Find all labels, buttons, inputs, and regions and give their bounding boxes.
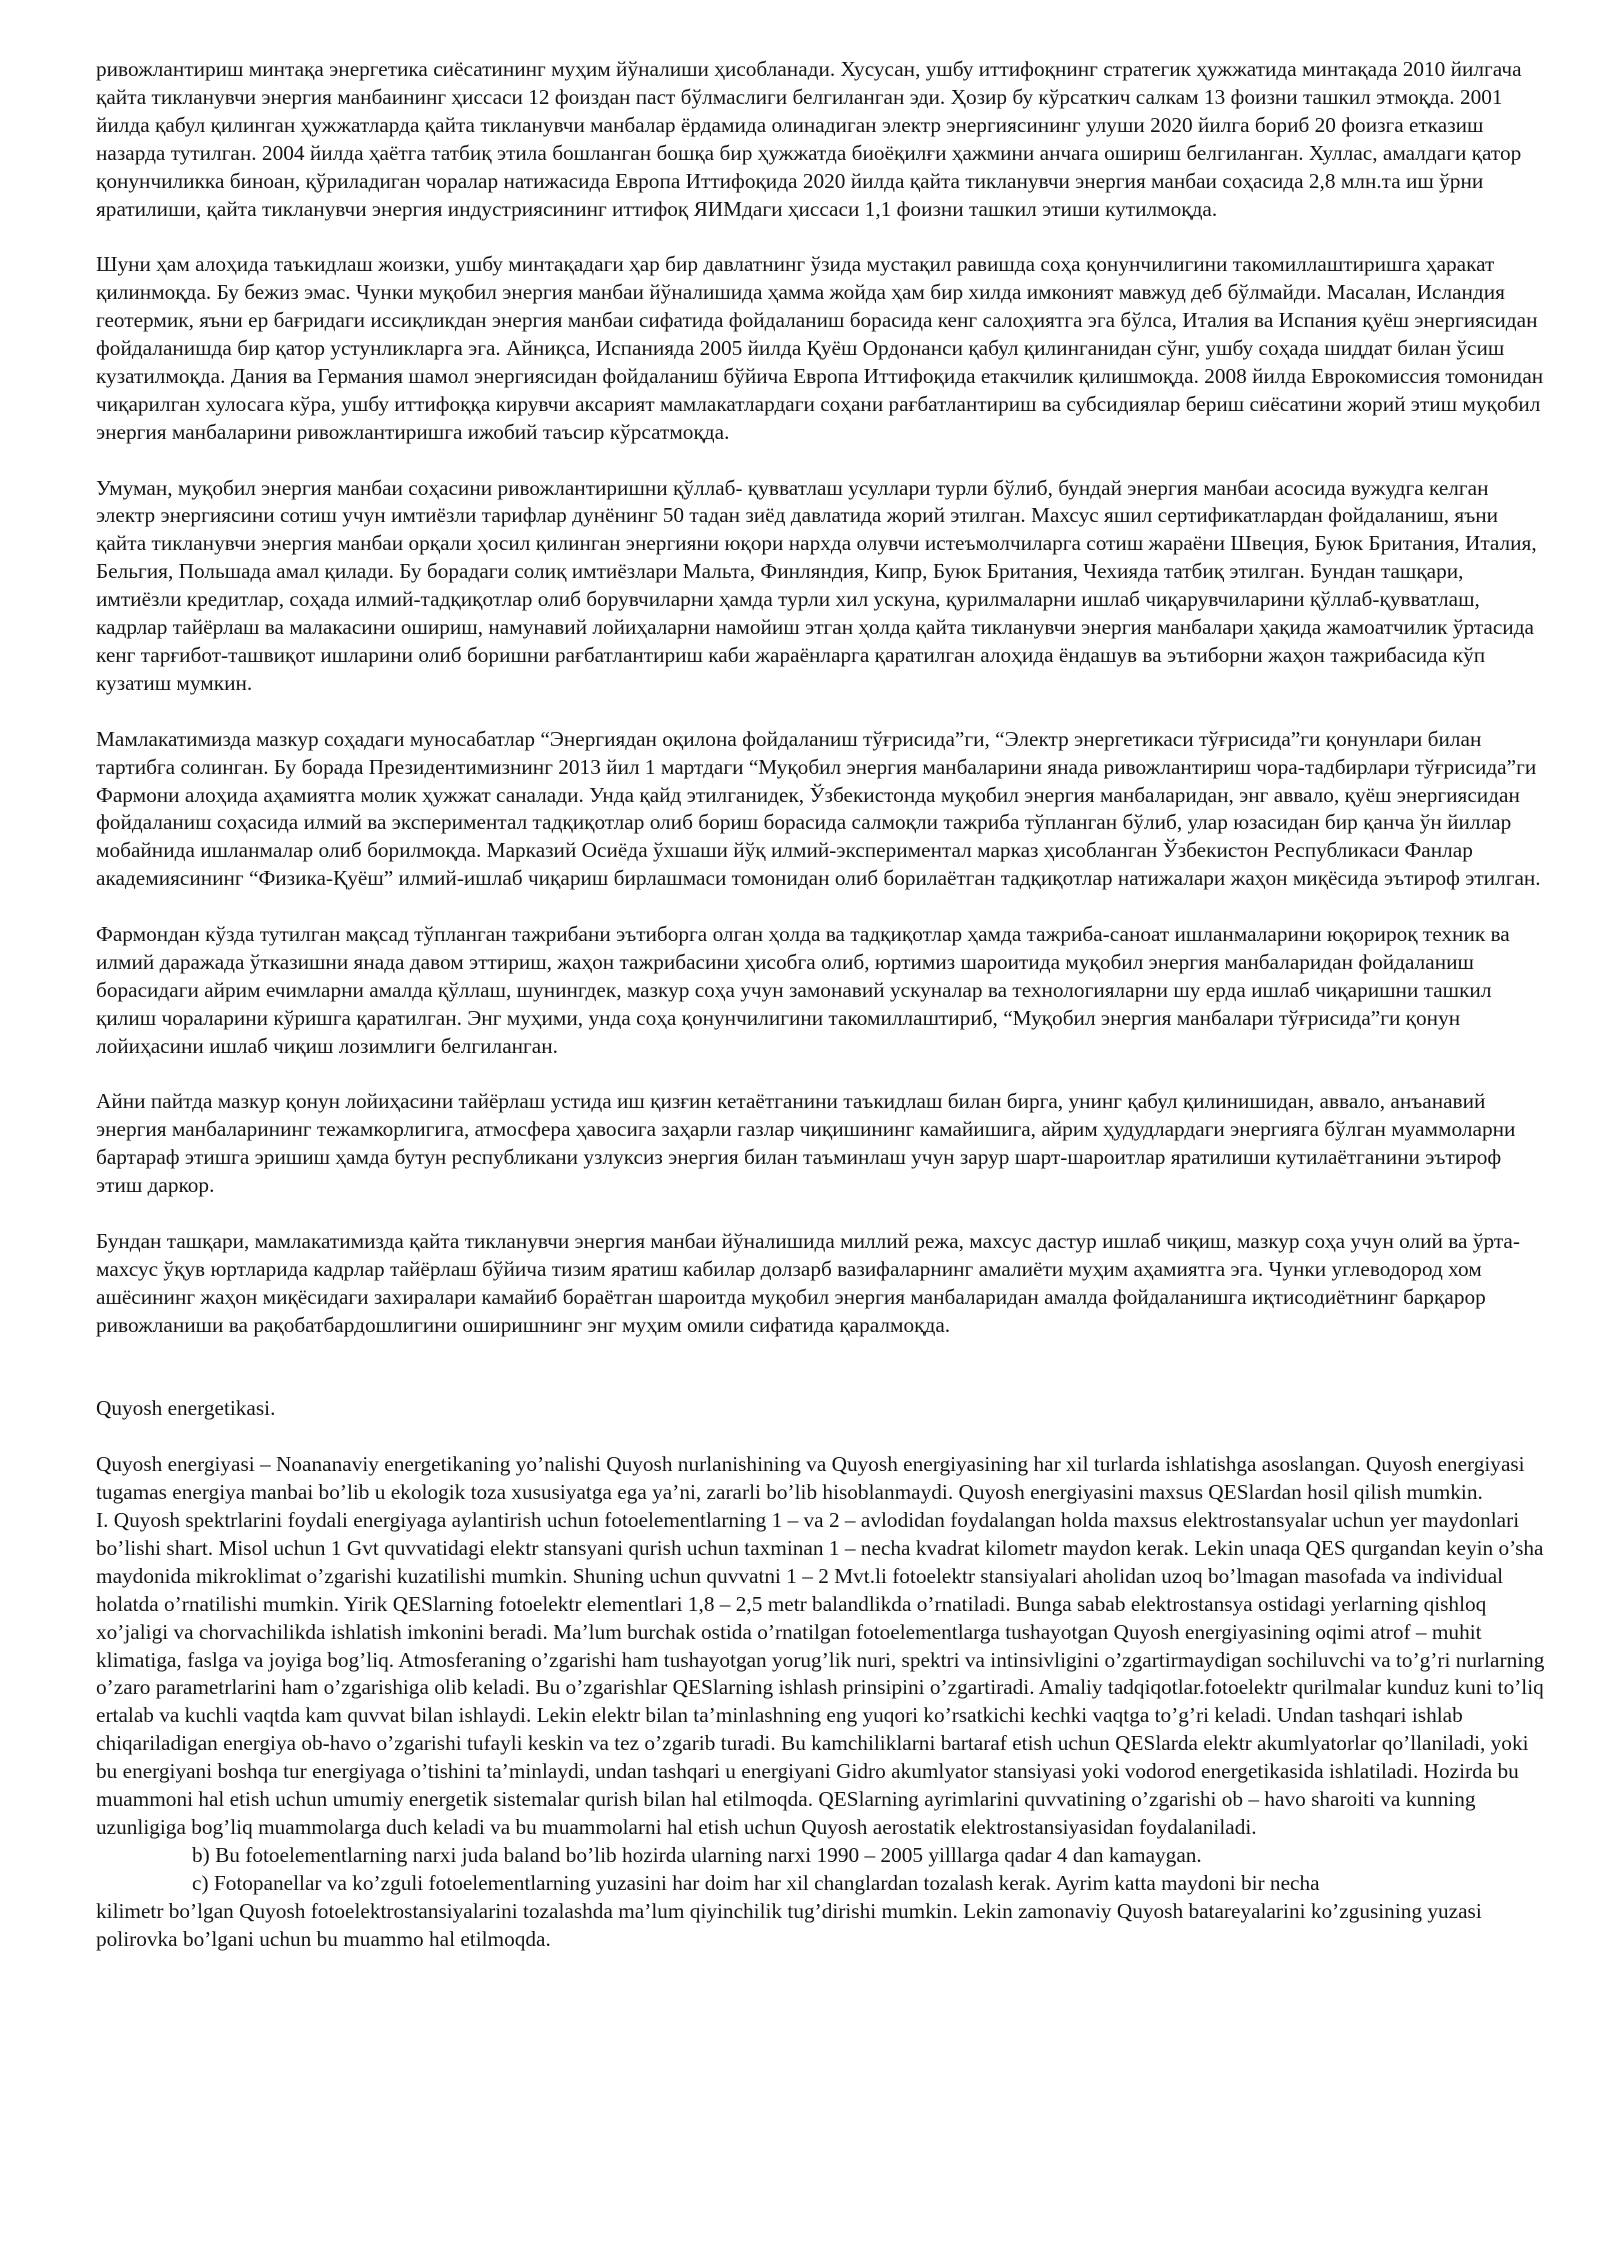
paragraph-uzbekistan-laws: Мамлакатимизда мазкур соҳадаги муносабатлар “Энергиядан оқилона фойдаланиш тўғрисида”ги, “Электр энергетикаси тўғрисида”ги қонунлари билан тартибга солинган. Бу борада Президентимизнинг 2013 йил 1 мартдаги “Муқобил энергия манбаларини янада ривожлантириш чора-тадбирлари тўғрисида”ги Фармони алоҳида аҳамиятга молик ҳужжат саналади. Унда қайд этилганидек, Ўзбекистонда муқобил энергия манбаларидан, энг аввало, қуёш энергиясидан фойдаланиш соҳасида илмий ва экспериментал тадқиқотлар олиб бориш борасида салмоқли тажриба тўпланган бўлиб, улар юзасидан бир қанча ўн йиллар мобайнида ишланмалар олиб борилмоқда. Марказий Осиёда ўхшаши йўқ илмий-экспериментал марказ ҳисобланган Ўзбекистон Республикаси Фанлар академиясининг “Физика-Қуёш” илмий-ишлаб чиқариш бирлашмаси томонидан олиб борилаётган тадқиқотлар натижалари жаҳон миқёсида эътироф этилган. bbox=[96, 726, 1541, 891]
paragraph-national-plan: Бундан ташқари, мамлакатимизда қайта тикланувчи энергия манбаи йўналишида миллий режа, махсус дастур ишлаб чиқиш, мазкур соҳа учун олий ва ўрта-махсус ўқув юртларида кадрлар тайёрлаш бўйича тизим яратиш кабилар долзарб вазифаларнинг амалиёти муҳим аҳамиятга эга. Чунки углеводород хом ашёсининг жаҳон миқёсидаги захиралари камайиб бораётган шароитда муқобил энергия манбаларидан амалда фойдаланишга иқтисодиётнинг барқарор ривожланиши ва рақобатбардошлигини оширишнинг энг муҳим омили сифатида қаралмоқда. bbox=[96, 1228, 1520, 1337]
paragraph-point-i: I. Quyosh spektrlarini foydali energiyaga aylantirish uchun fotoelementlarning 1 – va 2 – avlodidan foydalangan holda maxsus elektrostansyalar uchun yer maydonlari bo’lishi shart. Misol uchun 1 Gvt quvvatidagi elektr stansyani qurish uchun taxminan 1 – necha kvadrat kilometr maydon kerak. Lekin unaqa QES qurgandan keyin o’sha maydonida mikroklimat o’zgarishi kuzatilishi mumkin. Shuning uchun quvvatni 1 – 2 Mvt.li fotoelektr stansiyalari aholidan uzoq bo’lmagan masofada va individual holatda o’rnatilishi mumkin. Yirik QESlarning fotoelektr elementlari 1,8 – 2,5 metr balandlikda o’rnatiladi. Bunga sabab elektrostansya ostidagi yerlarning qishloq xo’jaligi va chorvachilikda ishlatish imkonini beradi. Ma’lum burchak ostida o’rnatilgan fotoelementlarga tushayotgan Quyosh energiyasining oqimi atrof – muhit klimatiga, faslga va joyiga bog’liq. Atmosferaning o’zgarishi ham tushayotgan yorug’lik nuri, spektri va intinsivligini o’zgartirmaydigan sochiluvchi va to’g’ri nurlarning o’zaro parametrlarini ham o’zgarishiga olib keladi. Bu o’zgarishlar QESlarning ishlash prinsipini o’zgartiradi. Amaliy tadqiqotlar.fotoelektr qurilmalar kunduz kuni to’liq ertalab va kuchli vaqtda kam quvvat bilan ishlaydi. Lekin elektr bilan ta’minlashning eng yuqori ko’rsatkichi kechki vaqtga to’g’ri keladi. Undan tashqari ishlab chiqariladigan energiya ob-havo o’zgarishi tufayli keskin va tez o’zgarib turadi. Bu kamchiliklarni bartaraf etish uchun QESlarda elektr akumlyatorlar qo’llaniladi, yoki bu energiyani boshqa tur energiyaga o’tishini ta’minlaydi, undan tashqari u energiyani Gidro akumlyator stansiyasi yoki vodorod energetikasida ishlatiladi. Hozirda bu muammoni hal etish uchun umumiy energetik sistemalar qurish bilan hal etilmoqda. QESlarning ayrimlarini quvvatining o’zgarishi ob – havo sharoiti va kunning uzunligiga bog’liq muammolarga duch keladi va bu muammolarni hal etish uchun Quyosh aerostatik elektrostansiyasidan foydalaniladi. bbox=[96, 1508, 1545, 1839]
paragraph-support-methods: Умуман, муқобил энергия манбаи соҳасини ривожлантиришни қўллаб- қувватлаш усуллари турли бўлиб, бундай энергия манбаи асосида вужудга келган электр энергиясини сотиш учун имтиёзли тарифлар дунёнинг 50 тадан зиёд давлатида жорий этилган. Махсус яшил сертификатлардан фойдаланиш, яъни қайта тикланувчи энергия манбаи орқали ҳосил қилинган энергияни юқори нархда олувчи истеъмолчиларга сотиш жараёни Швеция, Буюк Британия, Италия, Бельгия, Польшада амал қилади. Бу борадаги солиқ имтиёзлари Мальта, Финляндия, Кипр, Буюк Британия, Чехияда татбиқ этилган. Бундан ташқари, имтиёзли кредитлар, соҳада илмий-тадқиқотлар олиб борувчиларни ҳамда турли хил ускуна, қурилмаларни ишлаб чиқарувчиларини қўллаб-қувватлаш, кадрлар тайёрлаш ва малакасини ошириш, намунавий лойиҳаларни намойиш этган ҳолда қайта тикланувчи энергия манбалари ҳақида жамоатчилик ўртасида кенг тарғибот-ташвиқот ишларини олиб боришни рағбатлантириш каби жараёнларга қаратилган алоҳида ёндашув ва эътиборни жаҳон тажрибасида кўп кузатиш мумкин. bbox=[96, 475, 1537, 695]
paragraph-point-c-continuation: kilimetr bo’lgan Quyosh fotoelektrostansiyalarini tozalashda ma’lum qiyinchilik tug’dirishi mumkin. Lekin zamonaviy Quyosh batareyalarini ko’zgusining yuzasi polirovka bo’lgani uchun bu muammo hal etilmoqda. bbox=[96, 1898, 1482, 1951]
paragraph-point-b: b) Bu fotoelementlarning narxi juda baland bo’lib hozirda ularning narxi 1990 – 2005 yilllarga qadar 4 dan kamaygan. bbox=[192, 1842, 1202, 1867]
paragraph-decree-goals: Фармондан кўзда тутилган мақсад тўпланган тажрибани эътиборга олган ҳолда ва тадқиқотлар ҳамда тажриба-саноат ишланмаларини юқорироқ техник ва илмий даражада ўтказишни янада давом эттириш, жаҳон тажрибасини ҳисобга олиб, юртимиз шароитида муқобил энергия манбаларидан фойдаланиш борасидаги айрим ечимларни амалда қўллаш, шунингдек, мазкур соҳа учун замонавий ускуналар ва технологияларни шу ерда ишлаб чиқаришни ташкил қилиш чораларини кўришга қаратилган. Энг муҳими, унда соҳа қонунчилигини такомиллаштириб, “Муқобил энергия манбалари тўғрисида”ги қонун лойиҳасини ишлаб чиқиш лозимлиги белгиланган. bbox=[96, 922, 1510, 1058]
paragraph-draft-law: Айни пайтда мазкур қонун лойиҳасини тайёрлаш устида иш қизғин кетаётганини таъкидлаш билан бирга, унинг қабул қилинишидан, аввало, анъанавий энергия манбаларининг тежамкорлигига, атмосфера ҳавосига заҳарли газлар чиқишининг камайишига, айрим ҳудудлардаги энергияга бўлган муаммоларни бартараф этишга эришиш ҳамда бутун республикани узлуксиз энергия билан таъминлаш учун зарур шарт-шароитлар яратилиши кутилаётганини эътироф этиш даркор. bbox=[96, 1089, 1516, 1198]
paragraph-eu-strategy: ривожлантириш минтақа энергетика сиёсатининг муҳим йўналиши ҳисобланади. Хусусан, ушбу иттифоқнинг стратегик ҳужжатида минтақада 2010 йилгача қайта тикланувчи энергия манбаининг ҳиссаси 12 фоиздан паст бўлмаслиги белгиланган эди. Ҳозир бу кўрсаткич салкам 13 фоизни ташкил этмоқда. 2001 йилда қабул қилинган ҳужжатларда қайта тикланувчи манбалар ёрдамида олинадиган электр энергиясининг улуши 2020 йилга бориб 20 фоизга етказиш назарда тутилган. 2004 йилда ҳаётга татбиқ этила бошланган бошқа бир ҳужжатда биоёқилғи ҳажмини анчага ошириш белгиланган. Хуллас, амалдаги қатор қонунчиликка биноан, қўриладиган чоралар натижасида Европа Иттифоқида 2020 йилда қайта тикланувчи энергия манбаи соҳасида 2,8 млн.та иш ўрни яратилиши, қайта тикланувчи энергия индустриясининг иттифоқ ЯИМдаги ҳиссаси 1,1 фоизни ташкил этиши кутилмоқда. bbox=[96, 57, 1522, 221]
paragraph-national-legislation: Шуни ҳам алоҳида таъкидлаш жоизки, ушбу минтақадаги ҳар бир давлатнинг ўзида мустақил равишда соҳа қонунчилигини такомиллаштиришга ҳаракат қилинмоқда. Бу бежиз эмас. Чунки муқобил энергия манбаи йўналишида ҳамма жойда ҳам бир хилда имконият мавжуд деб бўлмайди. Масалан, Исландия геотермик, яъни ер бағридаги иссиқликдан энергия манбаи сифатида фойдаланиш борасида кенг салоҳиятга эга бўлса, Италия ва Испания қуёш энергиясидан фойдаланишда бир қатор устунликларга эга. Айниқса, Испанияда 2005 йилда Қуёш Ордонанси қабул қилинганидан сўнг, ушбу соҳада шиддат билан ўсиш кузатилмоқда. Дания ва Германия шамол энергиясидан фойдаланиш бўйича Европа Иттифоқида етакчилик қилишмоқда. 2008 йилда Еврокомиссия томонидан чиқарилган хулосага кўра, ушбу иттифоққа кирувчи аксарият мамлакатлардаги соҳани рағбатлантириш ва субсидиялар бериш сиёсатини жорий этиш муқобил энергия манбаларини ривожлантиришга ижобий таъсир кўрсатмоқда. bbox=[96, 252, 1544, 444]
paragraph-solar-intro: Quyosh energiyasi – Noananaviy energetikaning yo’nalishi Quyosh nurlanishining va Quyosh energiyasining har xil turlarda ishlatishga asoslangan. Quyosh energiyasi tugamas energiya manbai bo’lib u ekologik toza xususiyatga ega ya’ni, zararli bo’lib hisoblanmaydi. Quyosh energiyasini maxsus QESlardan hosil qilish mumkin. bbox=[96, 1452, 1525, 1505]
paragraph-point-c-first-line: c) Fotopanellar va ko’zguli fotoelementlarning yuzasini har doim har xil changlardan tozalash kerak. Ayrim katta maydoni bir necha bbox=[192, 1870, 1320, 1895]
document-page bbox=[96, 56, 1546, 1954]
section-heading: Quyosh energetikasi. bbox=[96, 1396, 276, 1421]
